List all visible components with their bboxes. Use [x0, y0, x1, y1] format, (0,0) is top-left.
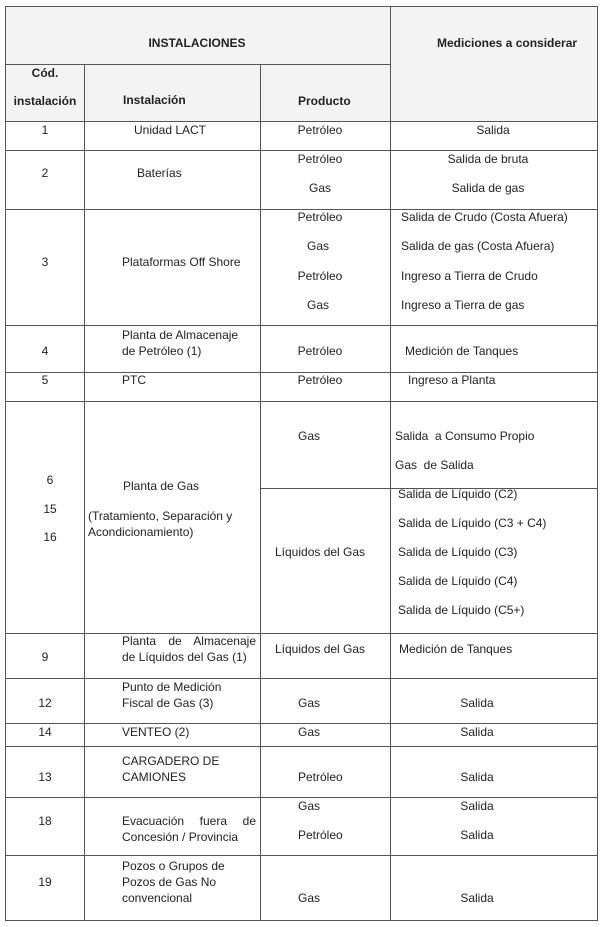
row-installation: Baterías [137, 166, 182, 180]
row-installation: de Líquidos del Gas (1) [122, 650, 247, 664]
row-product: Gas [298, 799, 321, 813]
row-measurement: Salida [460, 770, 494, 784]
row-product: Petróleo [297, 123, 343, 137]
divider [5, 633, 597, 634]
divider [5, 64, 390, 65]
row-measurement: Ingreso a Tierra de Crudo [401, 269, 538, 283]
row-measurement: Salida de Líquido (C3 + C4) [398, 516, 547, 530]
row-product: Petróleo [297, 269, 343, 283]
row-code: 15 [43, 502, 57, 516]
divider [390, 6, 391, 921]
row-code: 2 [41, 166, 49, 180]
divider [5, 401, 597, 402]
divider [5, 121, 597, 122]
row-measurement: Medición de Tanques [405, 344, 519, 358]
row-measurement: Medición de Tanques [399, 642, 513, 656]
row-product: Gas [308, 181, 332, 195]
row-code: 6 [46, 473, 54, 487]
row-measurement: Salida de Crudo (Costa Afuera) [401, 210, 568, 224]
row-installation: CAMIONES [122, 770, 187, 784]
header-code: Cód. [31, 66, 59, 80]
row-measurement: Ingreso a Planta [408, 373, 496, 387]
row-code: 14 [38, 725, 52, 739]
row-code: 4 [41, 344, 49, 358]
row-installation: Pozos de Gas No [122, 875, 217, 889]
row-product: Gas [298, 725, 321, 739]
row-measurement: Salida de Líquido (C5+) [398, 603, 525, 617]
row-installation: (Tratamiento, Separación y [88, 509, 233, 523]
row-installation: Evacuación fuera de [122, 814, 256, 828]
row-code: 3 [41, 255, 49, 269]
row-installation: Punto de Medición [122, 680, 222, 694]
row-product: Petróleo [297, 344, 343, 358]
header-installation: Instalación [123, 93, 186, 107]
row-measurement: Salida [460, 799, 494, 813]
row-measurement: Salida de gas (Costa Afuera) [401, 239, 555, 253]
row-product: Gas [298, 429, 321, 443]
row-installation: Planta de Almacenaje [122, 328, 239, 342]
row-installation: PTC [122, 373, 146, 387]
row-product: Petróleo [298, 770, 343, 784]
divider [5, 746, 597, 747]
divider [260, 64, 261, 921]
row-code: 5 [41, 373, 49, 387]
row-measurement: Salida [460, 725, 494, 739]
row-product: Petróleo [297, 210, 343, 224]
divider [84, 64, 85, 921]
row-code: 13 [38, 770, 52, 784]
row-installation: Unidad LACT [133, 123, 207, 137]
row-installation: Planta de Almacenaje [122, 634, 256, 648]
divider [5, 678, 597, 679]
row-installation: convencional [122, 891, 193, 905]
row-installation: Pozos o Grupos de [122, 859, 225, 873]
row-installation: Plataformas Off Shore [122, 255, 241, 269]
row-installation: Fiscal de Gas (3) [122, 696, 214, 710]
row-product: Petróleo [297, 152, 343, 166]
row-installation: Concesión / Provincia [122, 830, 239, 844]
row-code: 9 [41, 650, 49, 664]
row-code: 19 [38, 875, 52, 889]
row-product: Líquidos del Gas [275, 642, 366, 656]
row-measurement: Salida [476, 123, 510, 137]
divider [5, 6, 597, 7]
divider [5, 723, 597, 724]
header-measurements: Mediciones a considerar [437, 36, 578, 50]
divider [5, 797, 597, 798]
row-code: 12 [38, 696, 52, 710]
row-code: 18 [38, 814, 52, 828]
row-measurement: Ingreso a Tierra de gas [401, 298, 525, 312]
divider [597, 6, 598, 921]
divider [5, 6, 6, 921]
row-measurement: Salida de Líquido (C3) [398, 545, 518, 559]
row-measurement: Salida de Líquido (C2) [398, 487, 518, 501]
row-measurement: Salida a Consumo Propio [395, 429, 535, 443]
row-product: Gas [298, 696, 321, 710]
row-code: 1 [41, 123, 49, 137]
header-product: Producto [298, 94, 351, 108]
divider [5, 325, 597, 326]
divider [5, 920, 597, 921]
row-measurement: Salida de gas [451, 181, 525, 195]
row-measurement: Salida [460, 891, 494, 905]
row-measurement: Gas de Salida [395, 458, 474, 472]
header-installations: INSTALACIONES [148, 36, 246, 50]
row-product: Gas [306, 239, 330, 253]
row-measurement: Salida [460, 828, 494, 842]
row-measurement: Salida de Líquido (C4) [398, 574, 518, 588]
row-installation: Acondicionamiento) [88, 525, 194, 539]
row-product: Petróleo [297, 373, 343, 387]
row-installation: de Petróleo (1) [122, 344, 202, 358]
row-product: Petróleo [298, 828, 343, 842]
row-product: Líquidos del Gas [275, 545, 366, 559]
row-installation: CARGADERO DE [122, 754, 220, 768]
header-code: instalación [13, 94, 77, 108]
row-installation: Planta de Gas [123, 479, 200, 493]
divider [5, 150, 597, 151]
row-code: 16 [43, 530, 57, 544]
row-installation: VENTEO (2) [122, 725, 190, 739]
row-measurement: Salida [460, 696, 494, 710]
divider [5, 855, 597, 856]
row-product: Gas [306, 298, 330, 312]
row-product: Gas [298, 891, 321, 905]
row-measurement: Salida de bruta [447, 152, 529, 166]
